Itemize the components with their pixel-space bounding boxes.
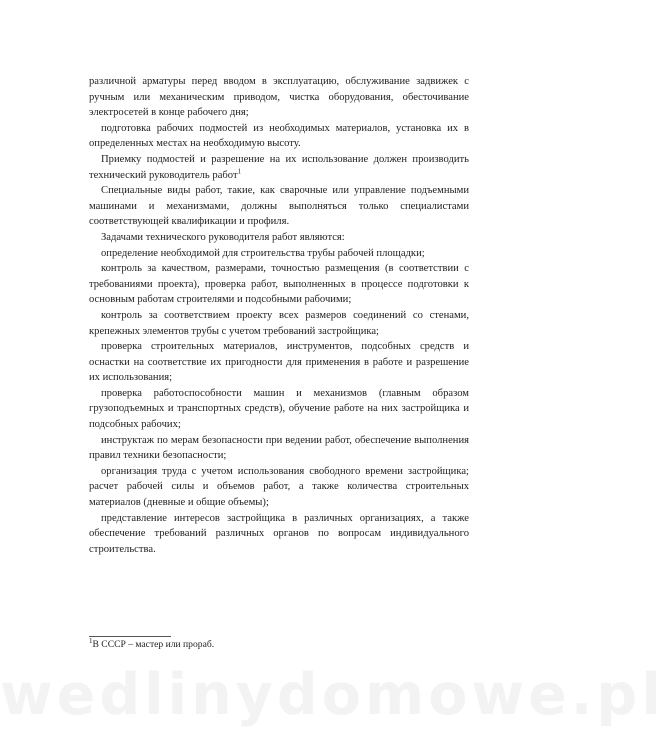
list-item: определение необходимой для строительства трубы рабочей площадки; — [101, 247, 425, 259]
list-item: контроль за качеством, размерами, точностью размещения (в соответствии с требованиями проекта), проверка работ, выполненных в процессе подготовки к основным работам строителями и подсобными рабочими; — [89, 263, 469, 306]
list-item: инструктаж по мерам безопасности при ведении работ, обеспечение выполнения правил техники безопасности; — [89, 434, 469, 462]
list-item: проверка строительных материалов, инструментов, подсобных средств и оснастки на соответствие их пригодности для применения в работе и разрешение их использования; — [89, 341, 469, 384]
body-text — [89, 74, 469, 557]
footnote — [89, 636, 215, 651]
footnote-reference: 1 — [237, 167, 242, 176]
footnote-marker: 1 — [89, 636, 93, 645]
list-item: контроль за соответствием проекту всех размеров соединений со стенами, крепежных элементов трубы с учетом требований застройщика; — [89, 309, 469, 337]
footnote-text: В СССР – мастер или прораб. — [92, 639, 215, 650]
paragraph-text: Приемку подмостей и разрешение на их использование должен производить технический руководитель работ — [89, 153, 469, 181]
list-item: организация труда с учетом использования свободного времени застройщика; расчет рабочей силы и объемов работ, а также количества строительных материалов (дневные и общие объемы); — [89, 465, 469, 509]
paragraph: подготовка рабочих подмостей из необходимых материалов, установка их в определенных местах на необходимую высоту. — [89, 122, 469, 150]
watermark: wedlinydomowe.pl — [0, 662, 665, 728]
list-item: проверка работоспособности машин и механизмов (главным образом грузоподъемных и транспортных средств), обучение работе на них застройщика и подсобных рабочих; — [89, 387, 469, 431]
footnote-divider — [89, 636, 171, 637]
list-item: представление интересов застройщика в различных организациях, а также обеспечение требований различных органов по вопросам индивидуального строительства. — [89, 512, 469, 555]
paragraph: Задачами технического руководителя работ являются: — [101, 231, 345, 243]
paragraph: Специальные виды работ, такие, как сварочные или управление подъемными машинами и механизмами, должны выполняться только специалистами соответствующей квалификации и профиля. — [89, 185, 469, 228]
paragraph-with-footnote — [89, 152, 469, 183]
paragraph: различной арматуры перед вводом в эксплуатацию, обслуживание задвижек с ручным или механическим приводом, чистка оборудования, обесточивание электросетей в конце рабочего дня; — [89, 76, 469, 119]
